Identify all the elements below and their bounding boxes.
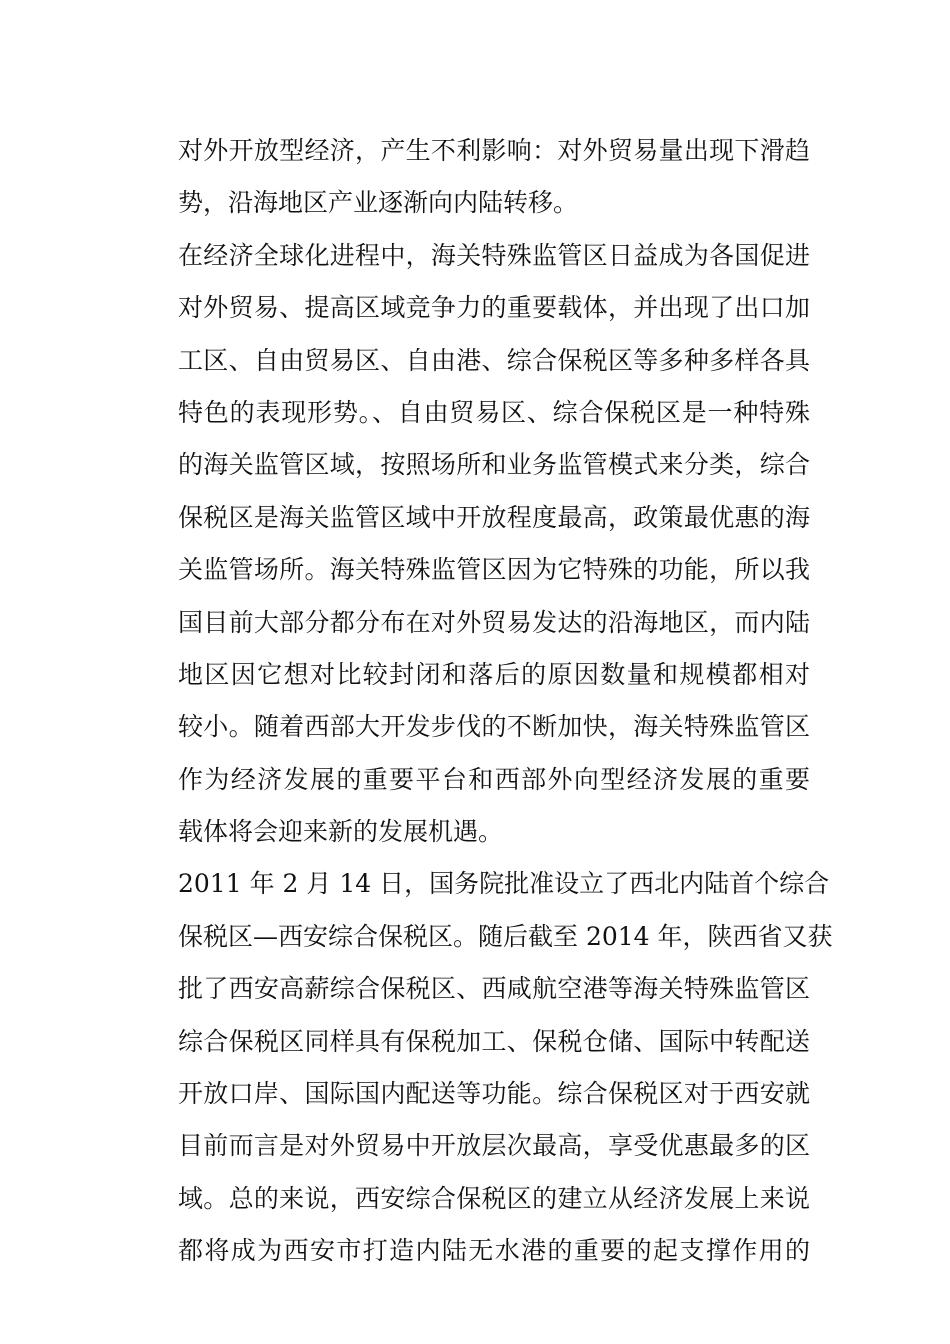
- text-line-1: 对外开放型经济，产生不利影响：对外贸易量出现下滑趋: [178, 136, 810, 165]
- text-line-7: 的海关监管区域，按照场所和业务监管模式来分类，综合: [178, 450, 810, 480]
- text-line-14: 载体将会迎来新的发展机遇。: [178, 817, 504, 847]
- text-line-13: 作为经济发展的重要平台和西部外向型经济发展的重要: [178, 764, 810, 794]
- text-line-22: 都将成为西安市打造内陆无水港的重要的起支撑作用的: [178, 1236, 810, 1266]
- body-text: [178, 125, 833, 1278]
- text-line-4: 对外贸易、提高区域竞争力的重要载体，并出现了出口加: [178, 293, 810, 323]
- text-line-5: 工区、自由贸易区、自由港、综合保税区等多种多样各具: [178, 345, 810, 375]
- text-line-10: 国目前大部分都分布在对外贸易发达的沿海地区，而内陆: [178, 607, 810, 637]
- text-line-6: 特色的表现形势。、自由贸易区、综合保税区是一种特殊: [178, 397, 810, 427]
- text-line-17: 批了西安高薪综合保税区、西咸航空港等海关特殊监管区: [178, 974, 810, 1004]
- text-line-2: 势，沿海地区产业逐渐向内陆转移。: [178, 188, 579, 218]
- text-line-16: 保税区—西安综合保税区。随后截至 2014 年，陕西省又获: [178, 921, 833, 951]
- text-line-8: 保税区是海关监管区域中开放程度最高，政策最优惠的海: [178, 502, 810, 532]
- text-line-19: 开放口岸、国际国内配送等功能。综合保税区对于西安就: [178, 1079, 810, 1109]
- text-line-15: 2011 年 2 月 14 日，国务院批准设立了西北内陆首个综合: [178, 869, 830, 899]
- text-line-18: 综合保税区同样具有保税加工、保税仓储、国际中转配送: [178, 1026, 810, 1056]
- text-line-11: 地区因它想对比较封闭和落后的原因数量和规模都相对: [178, 659, 810, 689]
- text-line-20: 目前而言是对外贸易中开放层次最高，享受优惠最多的区: [178, 1131, 810, 1161]
- text-line-12: 较小。随着西部大开发步伐的不断加快，海关特殊监管区: [178, 712, 810, 742]
- text-line-21: 域。总的来说，西安综合保税区的建立从经济发展上来说: [178, 1183, 810, 1213]
- text-line-3: 在经济全球化进程中，海关特殊监管区日益成为各国促进: [178, 240, 810, 270]
- text-line-9: 关监管场所。海关特殊监管区因为它特殊的功能，所以我: [178, 555, 810, 585]
